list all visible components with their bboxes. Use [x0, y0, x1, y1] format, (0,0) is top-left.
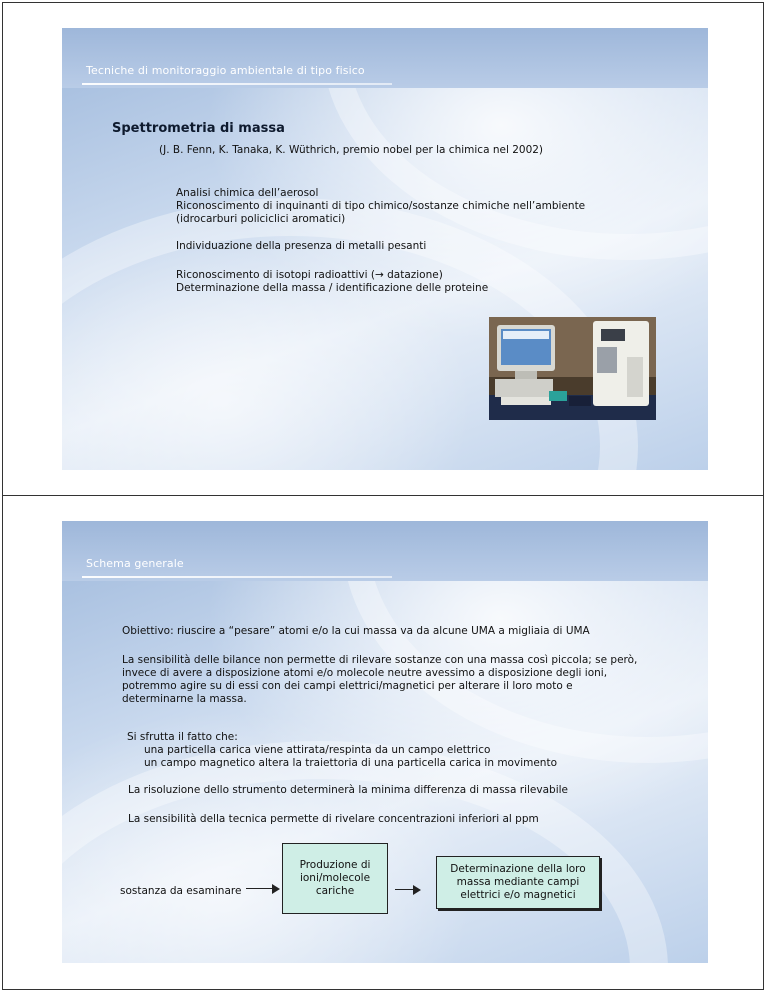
header-rule: [82, 576, 392, 578]
header-rule: [82, 83, 392, 85]
exploit-item: un campo magnetico altera la traiettoria di una particella carica in movimento: [144, 757, 557, 769]
slide-subtitle: (J. B. Fenn, K. Tanaka, K. Wüthrich, premio nobel per la chimica nel 2002): [159, 144, 544, 156]
flow-start-label: sostanza da esaminare: [120, 885, 242, 897]
mass-spectrometer-illustration: [489, 317, 656, 420]
slide-title: Spettrometria di massa: [112, 121, 285, 136]
exploit-intro: Si sfrutta il fatto che:: [127, 731, 238, 743]
slide-spettrometria: [62, 28, 708, 470]
page-divider: [2, 495, 764, 496]
list-item: Individuazione della presenza di metalli pesanti: [176, 240, 427, 252]
list-item: (idrocarburi policiclici aromatici): [176, 213, 346, 225]
resolution-text: La risoluzione dello strumento determinerà la minima differenza di massa rilevabile: [128, 784, 568, 796]
list-item: Riconoscimento di isotopi radioattivi (→ datazione): [176, 269, 443, 281]
paragraph-line: potremmo agire su di essi con dei campi elettrici/magnetici per alterare il loro moto e: [122, 680, 573, 692]
flow-box-ion-production: Produzione di ioni/molecole cariche: [282, 843, 388, 914]
slide-header: [62, 28, 708, 88]
slide-header: [62, 521, 708, 581]
paragraph-line: La sensibilità delle bilance non permette di rilevare sostanze con una massa così piccola; se però,: [122, 654, 638, 666]
exploit-item: una particella carica viene attirata/respinta da un campo elettrico: [144, 744, 491, 756]
flow-box-mass-determination: Determinazione della loro massa mediante campi elettrici e/o magnetici: [436, 856, 600, 909]
paragraph-line: determinarne la massa.: [122, 693, 247, 705]
sensitivity-text: La sensibilità della tecnica permette di rivelare concentrazioni inferiori al ppm: [128, 813, 539, 825]
list-item: Analisi chimica dell’aerosol: [176, 187, 319, 199]
paragraph-line: invece di avere a disposizione atomi e/o molecole neutre avessimo a disposizione degli ioni,: [122, 667, 608, 679]
header-title: Tecniche di monitoraggio ambientale di tipo fisico: [86, 64, 365, 77]
list-item: Determinazione della massa / identificazione delle proteine: [176, 282, 489, 294]
flow-arrow: [395, 885, 421, 895]
slide-schema-generale: [62, 521, 708, 963]
objective-text: Obiettivo: riuscire a “pesare” atomi e/o la cui massa va da alcune UMA a migliaia di UMA: [122, 625, 590, 637]
list-item: Riconoscimento di inquinanti di tipo chimico/sostanze chimiche nell’ambiente: [176, 200, 586, 212]
mass-spectrometer-photo: [489, 317, 656, 420]
header-title: Schema generale: [86, 557, 184, 570]
flow-arrow: [246, 884, 280, 894]
